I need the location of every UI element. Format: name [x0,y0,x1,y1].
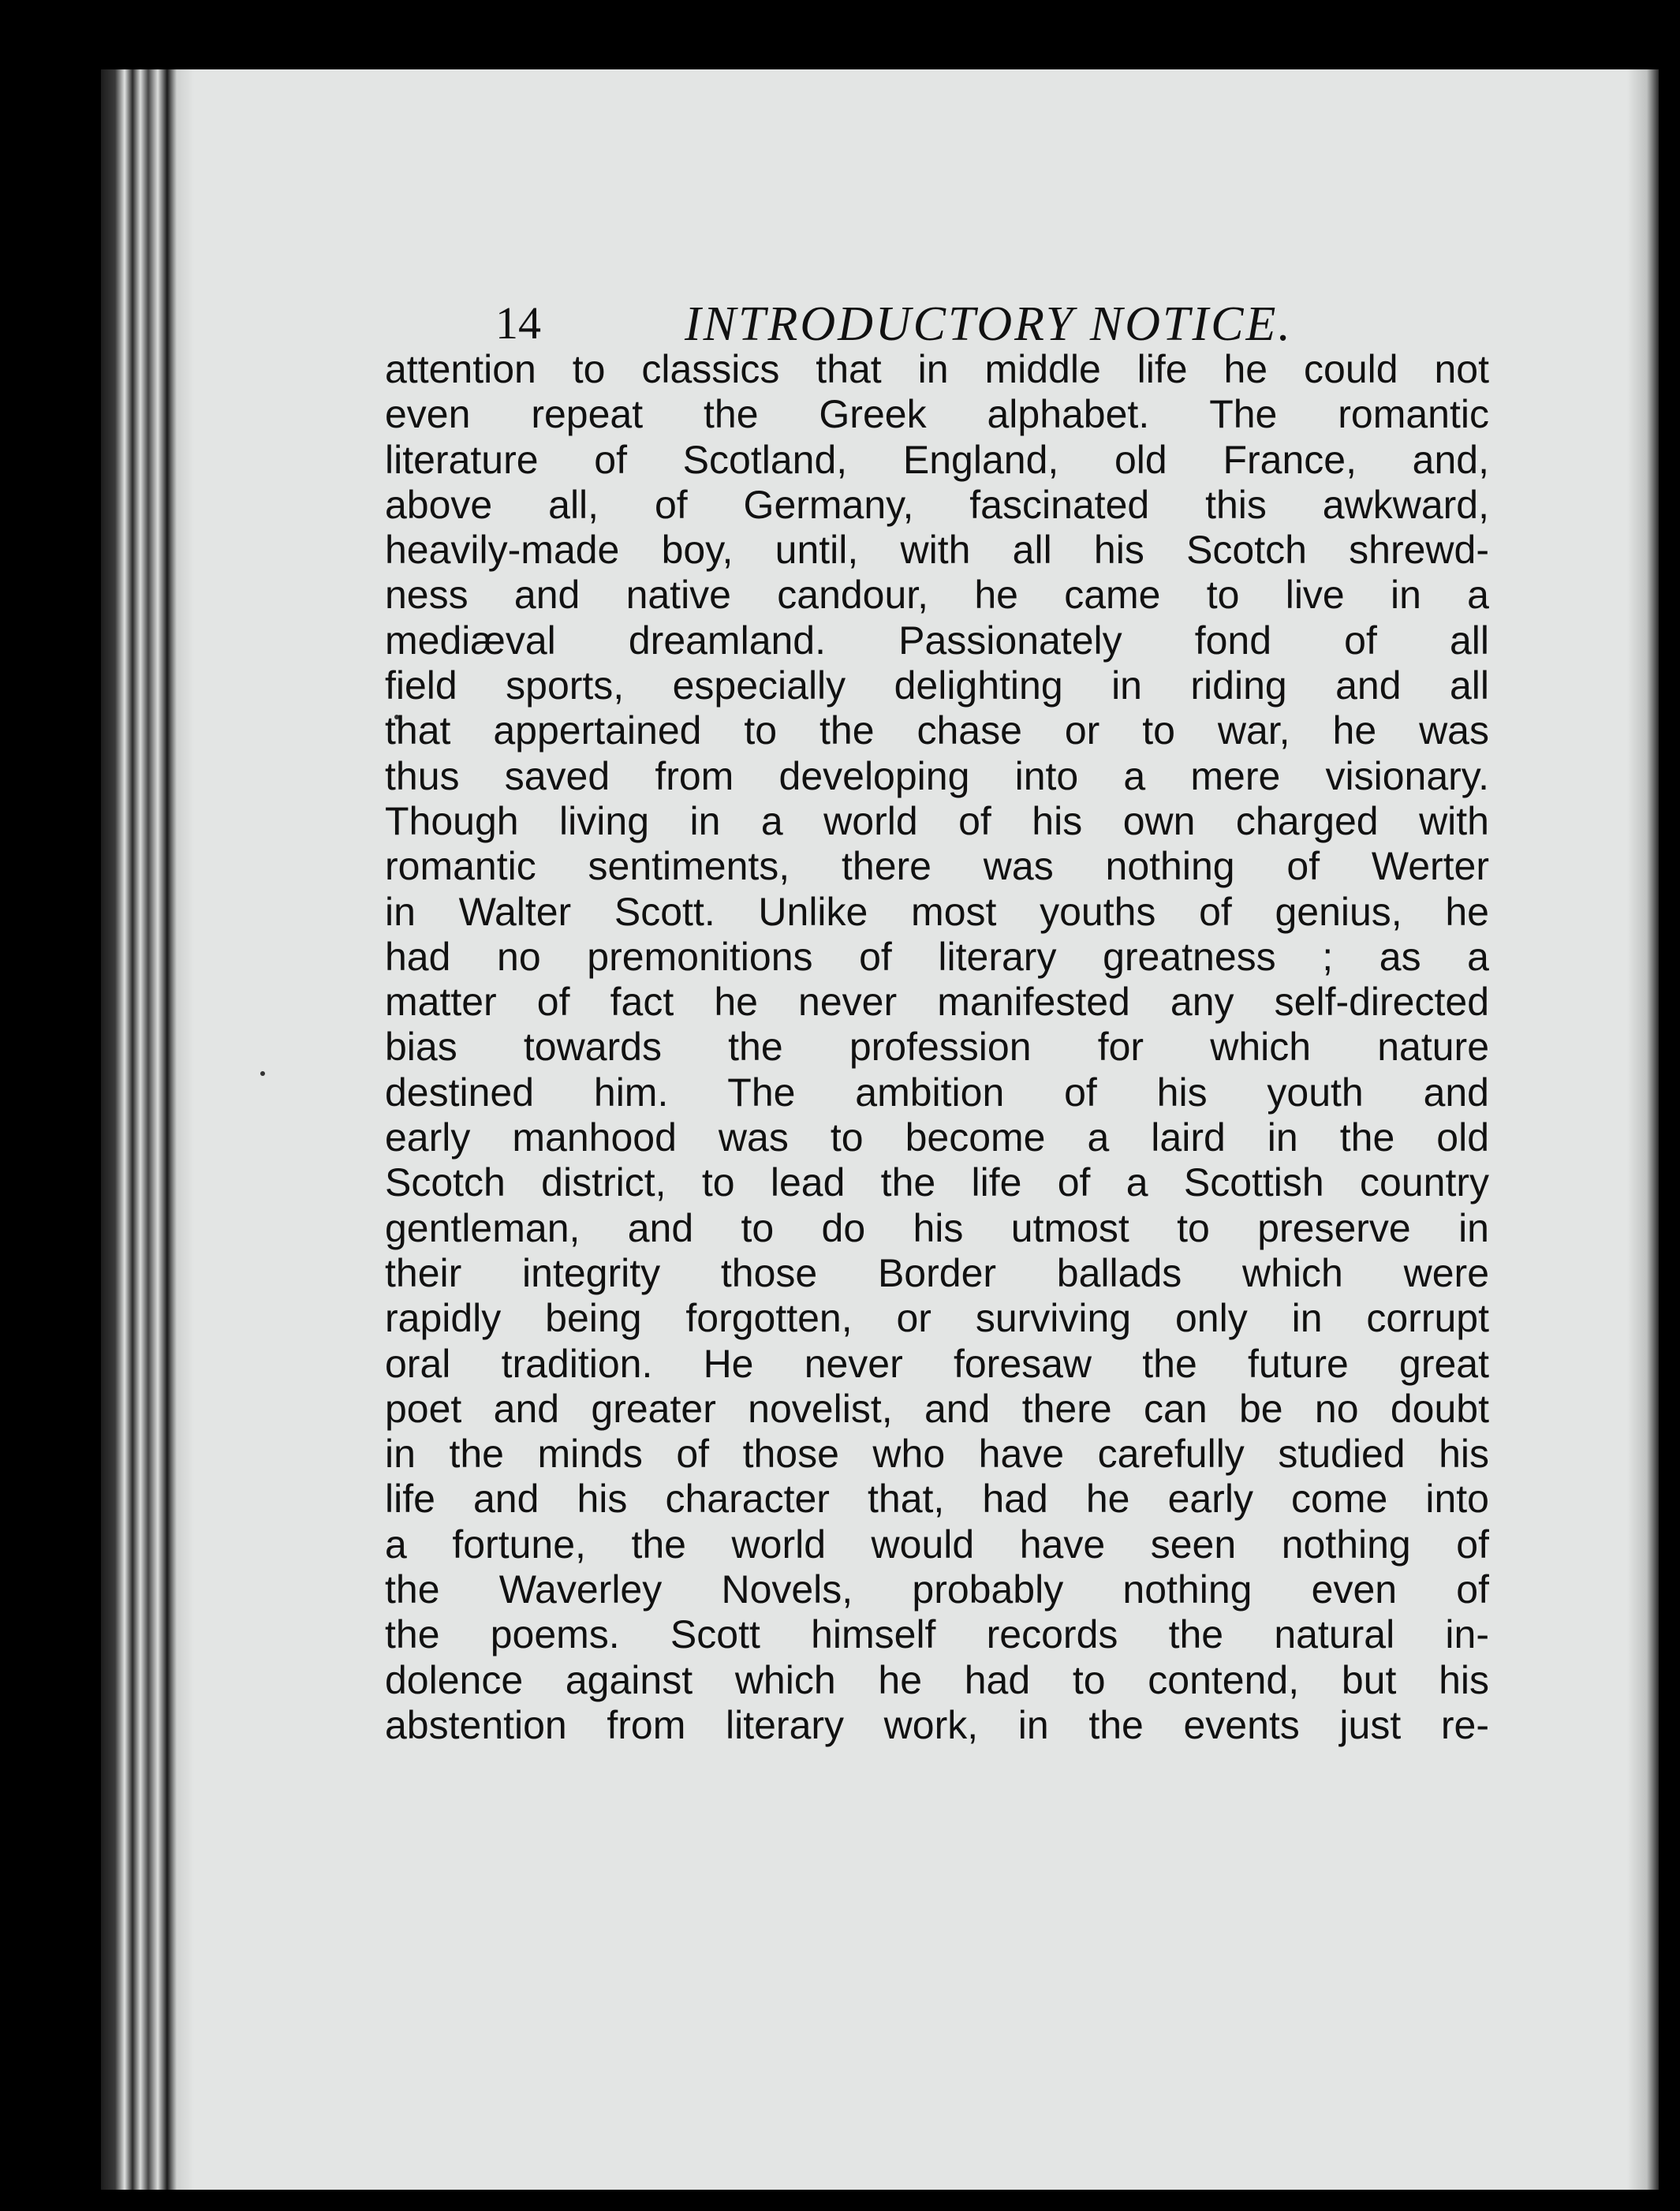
text-line: matter of fact he never manifested any self-directed [385,980,1489,1025]
text-line: dolence against which he had to contend, but his [385,1657,1489,1702]
text-line: literature of Scotland, England, old France, and, [385,437,1489,482]
text-line: life and his character that, had he early come into [385,1477,1489,1522]
text-line: their integrity those Border ballads which were [385,1250,1489,1295]
text-line: the Waverley Novels, probably nothing even of [385,1567,1489,1612]
text-line: a fortune, the world would have seen nothing of [385,1522,1489,1567]
text-line: ness and native candour, he came to live in a [385,573,1489,618]
text-line: even repeat the Greek alphabet. The romantic [385,392,1489,437]
text-line: oral tradition. He never foresaw the future great [385,1341,1489,1386]
text-line: in Walter Scott. Unlike most youths of genius, he [385,889,1489,934]
text-line: romantic sentiments, there was nothing of Werter [385,844,1489,889]
text-line: in the minds of those who have carefully studied his [385,1432,1489,1477]
text-line: rapidly being forgotten, or surviving only in corrupt [385,1296,1489,1341]
text-line: above all, of Germany, fascinated this awkward, [385,482,1489,527]
text-line: had no premonitions of literary greatness ; as a [385,934,1489,979]
print-speck [260,1071,265,1076]
running-head: INTRODUCTORY NOTICE. [685,297,1293,351]
page-right-edge [1627,69,1659,2190]
page-number: 14 [495,297,541,349]
text-line: abstention from literary work, in the events just re- [385,1702,1489,1747]
text-line: field sports, especially delighting in riding and all [385,663,1489,708]
text-line: attention to classics that in middle life he could not [385,347,1489,391]
body-text [385,347,1489,1748]
text-line: that appertained to the chase or to war, he was [385,708,1489,753]
text-line: mediæval dreamland. Passionately fond of all [385,618,1489,663]
text-line: bias towards the profession for which nature [385,1025,1489,1070]
text-line: heavily-made boy, until, with all his Scotch shrewd- [385,528,1489,573]
text-line: early manhood was to become a laird in the old [385,1115,1489,1160]
text-line: the poems. Scott himself records the natural in- [385,1612,1489,1657]
text-line: poet and greater novelist, and there can be no doubt [385,1386,1489,1431]
page-binding-edge [101,69,196,2190]
text-line: Though living in a world of his own charged with [385,798,1489,843]
text-line: thus saved from developing into a mere visionary. [385,753,1489,798]
text-line: gentleman, and to do his utmost to preserve in [385,1205,1489,1250]
text-line: Scotch district, to lead the life of a Scottish country [385,1160,1489,1205]
text-line: destined him. The ambition of his youth and [385,1070,1489,1115]
